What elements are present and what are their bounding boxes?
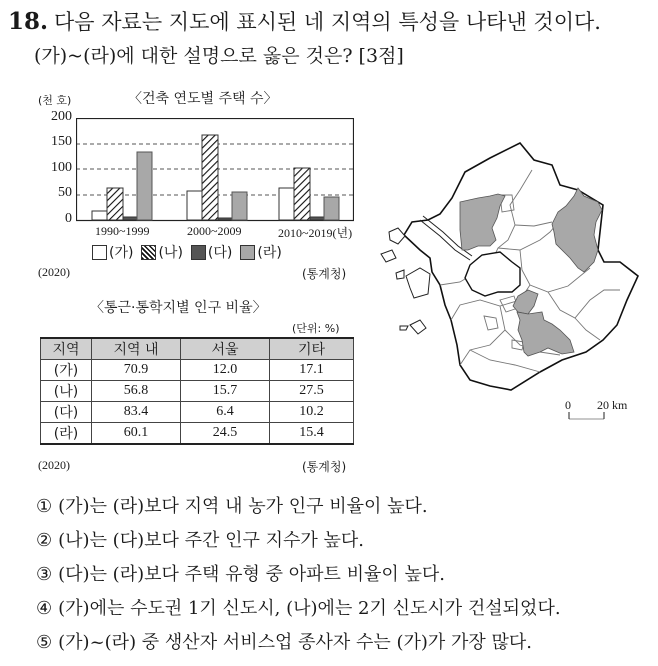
option-5[interactable]: ⑤ (가)~(라) 중 생산자 서비스업 종사자 수는 (가)가 가장 많다. [36,632,532,653]
scale-label: 20 km [597,398,628,412]
legend-item-na: (나) [141,242,182,262]
bar-ga-1990 [92,211,107,220]
bar-na-2000 [202,135,218,220]
bar-ga-2010 [279,188,294,220]
option-4[interactable]: ④ (가)에는 수도권 1기 신도시, (나)에는 2기 신도시가 건설되었다. [36,598,561,619]
answer-options [36,493,561,663]
question-stem-line1: 다음 자료는 지도에 표시된 네 지역의 특성을 나타낸 것이다. [54,10,601,34]
ytick-0: 0 [65,211,72,226]
chart-source-year: (2020) [38,265,70,279]
table-source-year: (2020) [38,458,70,472]
option-1[interactable]: ① (가)는 (라)보다 지역 내 농가 인구 비율이 높다. [36,496,428,517]
chart-unit: (천 호) [38,94,72,107]
bar-chart [76,118,354,224]
table-row: (라) 60.1 24.5 15.4 [41,423,354,445]
bar-na-1990 [107,188,123,220]
chart-title: 〈건축 연도별 주택 수〉 [128,91,278,107]
bar-ga-2000 [187,191,202,220]
table-row: (다) 83.4 6.4 10.2 [41,402,354,423]
option-3[interactable]: ③ (다)는 (라)보다 주택 유형 중 아파트 비율이 높다. [36,564,445,585]
xcat-1990: 1990~1999 [95,224,150,238]
table-row: (가) 70.9 12.0 17.1 [41,360,354,381]
table-source-org: (통계청) [302,460,347,474]
col-header-other: 기타 [270,338,354,360]
option-2[interactable]: ② (나)는 (다)보다 주간 인구 지수가 높다. [36,530,364,551]
bar-ra-1990 [137,152,152,220]
col-header-seoul: 서울 [181,338,270,360]
chart-source-org: (통계청) [302,267,347,281]
bar-da-2000 [218,218,232,220]
region-map [360,140,658,420]
ytick-100: 100 [51,160,72,175]
legend-item-da: (다) [191,242,232,262]
legend-item-ra: (라) [240,242,281,262]
bar-ra-2000 [232,192,247,220]
ytick-150: 150 [51,134,72,149]
xcat-2000: 2000~2009 [187,224,242,238]
commute-table [40,337,354,445]
xcat-2010: 2010~2019(년) [278,226,353,240]
ytick-200: 200 [51,109,72,124]
question-stem-line2: (가)~(라)에 대한 설명으로 옳은 것은? [3점] [34,45,404,67]
table-unit: (단위: %) [292,322,340,335]
col-header-within: 지역 내 [92,338,181,360]
ytick-50: 50 [58,185,72,200]
table-row: (나) 56.8 15.7 27.5 [41,381,354,402]
map-outline [404,143,638,390]
bar-ra-2010 [324,197,339,220]
col-header-region: 지역 [41,338,92,360]
table-header-row [41,338,354,360]
chart-legend [92,242,282,262]
bar-na-2010 [294,168,310,220]
legend-item-ga: (가) [92,242,133,262]
question-number: 18. [8,8,49,35]
table-title: 〈통근·통학지별 인구 비율〉 [90,300,267,316]
bar-da-1990 [123,217,137,220]
scale-zero: 0 [565,398,571,412]
question-stem [8,6,601,36]
bar-da-2010 [310,217,324,220]
